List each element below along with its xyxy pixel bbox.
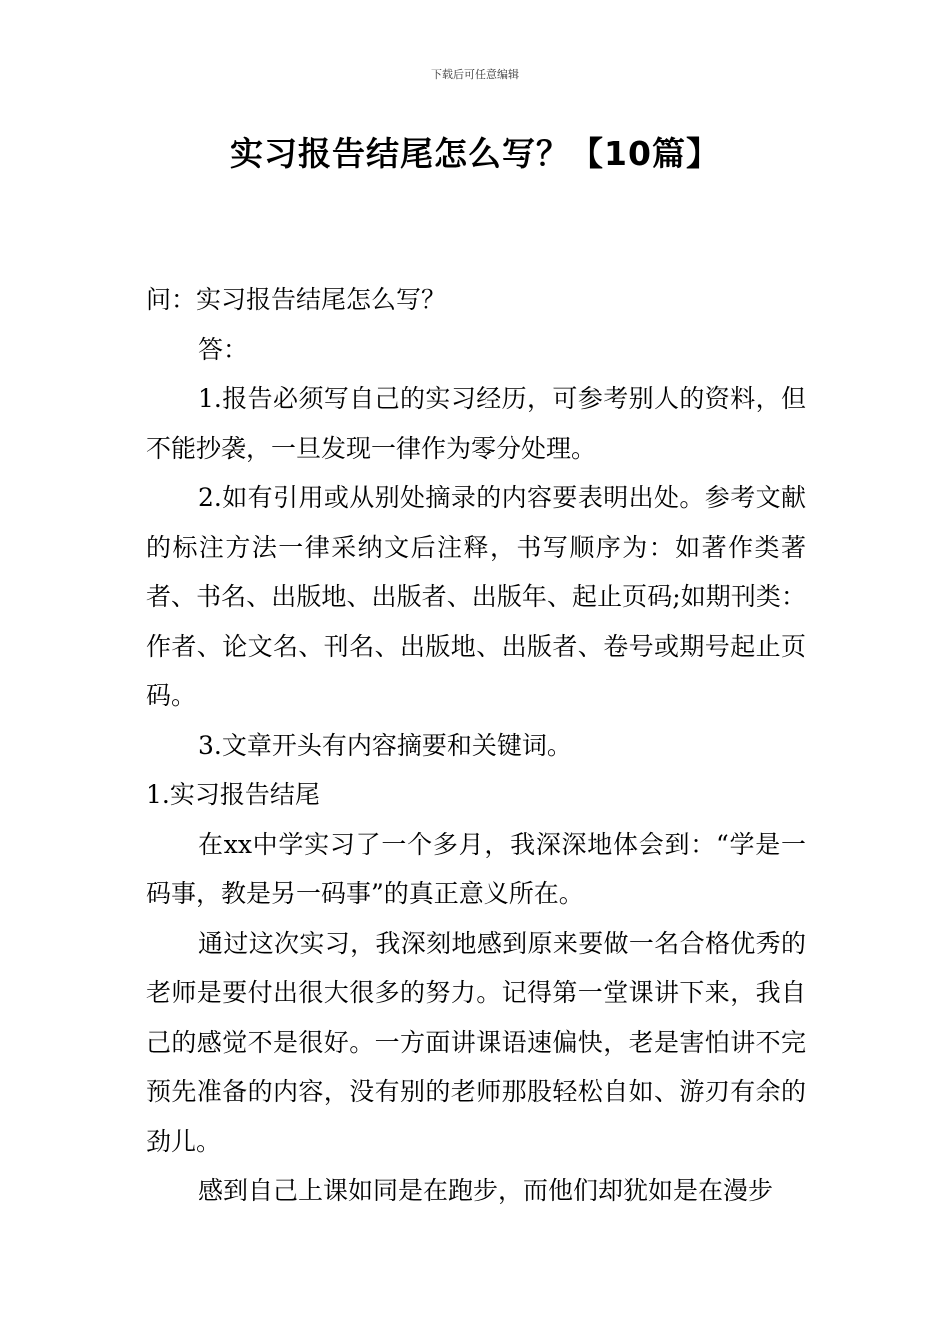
- document-body: [146, 275, 806, 1216]
- section-heading: 1.实习报告结尾: [146, 780, 320, 809]
- requirement-1: 1.报告必须写自己的实习经历，可参考别人的资料，但不能抄袭，一旦发现一律作为零分处理。: [146, 384, 806, 463]
- body-paragraph: 感到自己上课如同是在跑步，而他们却犹如是在漫步: [198, 1176, 774, 1205]
- requirement-2: 2.如有引用或从别处摘录的内容要表明出处。参考文献的标注方法一律采纳文后注释，书写顺序为：如著作类著者、书名、出版地、出版者、出版年、起止页码;如期刊类：作者、论文名、刊名、出版地、出版者、卷号或期号起止页码。: [146, 483, 806, 710]
- answer-label: 答：: [198, 334, 249, 364]
- requirement-3: 3.文章开头有内容摘要和关键词。: [198, 730, 572, 760]
- header-note: 下载后可任意编辑: [431, 68, 519, 81]
- question-line: 问：实习报告结尾怎么写？: [146, 285, 447, 314]
- body-paragraph: 在xx中学实习了一个多月，我深深地体会到：“学是一码事，教是另一码事”的真正意义所在。: [146, 829, 806, 908]
- page-title: 实习报告结尾怎么写？【10篇】: [230, 134, 720, 173]
- body-paragraph: 通过这次实习，我深刻地感到原来要做一名合格优秀的老师是要付出很大很多的努力。记得第一堂课讲下来，我自己的感觉不是很好。一方面讲课语速偏快，老是害怕讲不完预先准备的内容，没有别的老师那股轻松自如、游刃有余的劲儿。: [146, 928, 806, 1156]
